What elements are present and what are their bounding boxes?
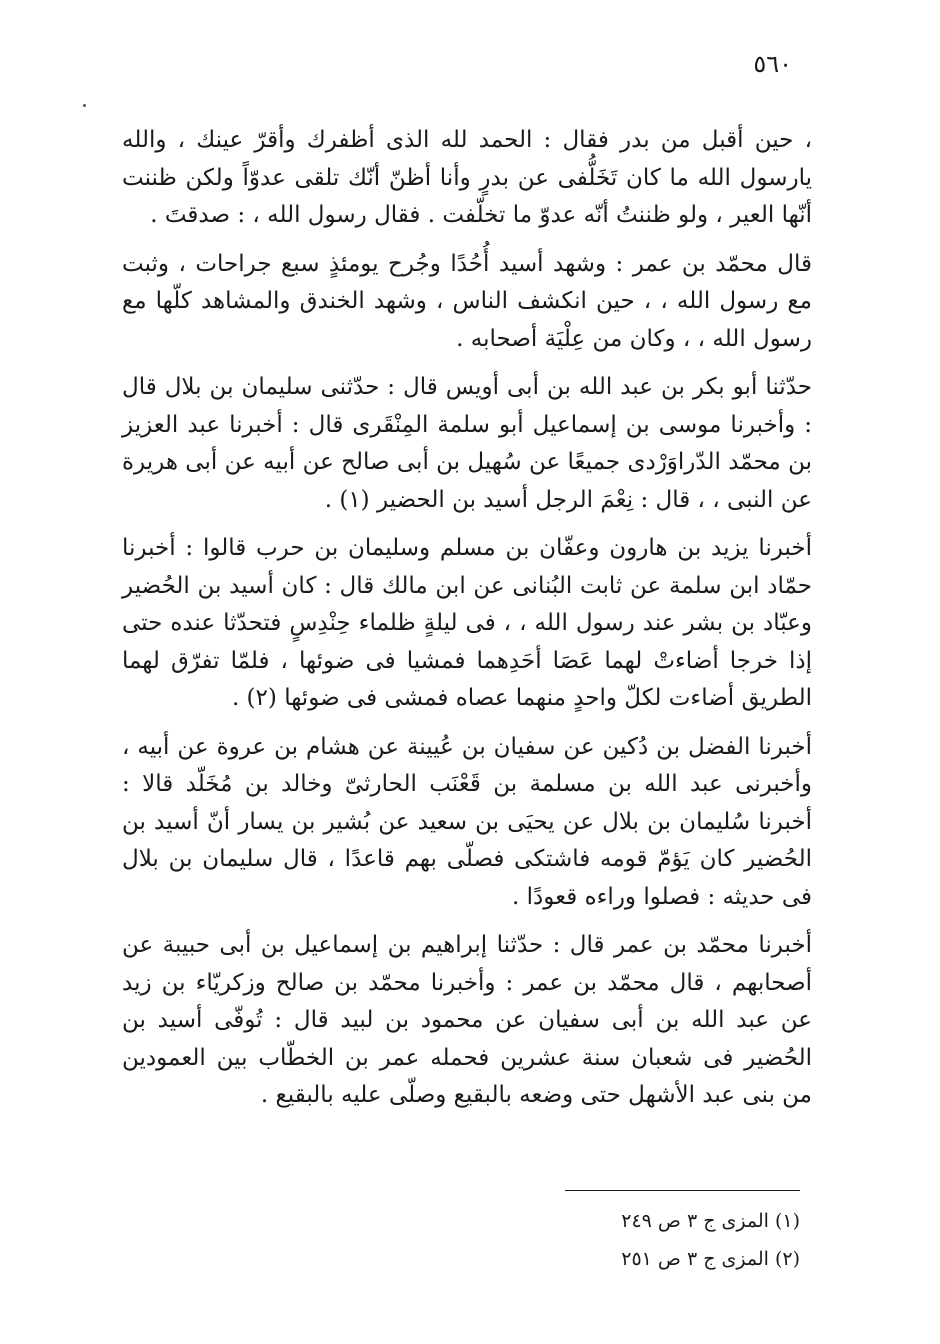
page-number: ٥٦٠ xyxy=(753,50,792,78)
body-text xyxy=(122,122,812,1126)
paragraph-3: حدّثنا أبو بكر بن عبد الله بن أبى أويس قال : حدّثنى سليمان بن بلال قال : وأخبرنا موسى بن إسماعيل أبو سلمة المِنْقَرى قال : أخبرنا عبد العزيز بن محمّد الدّراوَرْدى جميعًا عن سُهيل بن أبى صالح عن أبيه عن أبى هريرة عن النبى ، ، قال : نِعْمَ الرجل أسيد بن الحضير (١) . xyxy=(122,374,812,513)
footnote-1: (١) المزى ج ٣ ص ٢٤٩ xyxy=(621,1210,800,1232)
paragraph-1: ، حين أقبل من بدر فقال : الحمد لله الذى أظفرك وأقرّ عينك ، والله يارسول الله ما كان تَخَلُّفى عن بدرٍ وأنا أظنّ أنّك تلقى عدوّاً ولكن ظننت أنّها العير ، ولو ظننتُ أنّه عدوّ ما تخلّفت . فقال رسول الله ، : صدقتَ . xyxy=(122,127,812,228)
paragraph-6: أخبرنا محمّد بن عمر قال : حدّثنا إبراهيم بن إسماعيل بن أبى حبيبة عن أصحابهم ، قال محمّد بن عمر : وأخبرنا محمّد بن صالح وزكريّاء بن زيد عن عبد الله بن أبى سفيان عن محمود بن لبيد قال : تُوفّى أسيد بن الحُضير فى شعبان سنة عشرين فحمله عمر بن الخطّاب بين العمودين من بنى عبد الأشهل حتى وضعه بالبقيع وصلّى عليه بالبقيع . xyxy=(122,932,812,1108)
footnote-2: (٢) المزى ج ٣ ص ٢٥١ xyxy=(621,1248,800,1270)
paragraph-4: أخبرنا يزيد بن هارون وعفّان بن مسلم وسليمان بن حرب قالوا : أخبرنا حمّاد ابن سلمة عن ثابت البُنانى عن ابن مالك قال : كان أسيد بن الحُضير وعبّاد بن بشر عند رسول الله ، ، فى ليلةٍ ظلماء حِنْدِسٍ فتحدّثا عنده حتى إذا خرجا أضاءتْ لهما عَصَا أحَدِهما فمشيا فى ضوئها ، فلمّا تفرّق لهما الطريق أضاءت لكلّ واحدٍ منهما عصاه فمشى فى ضوئها (٢) . xyxy=(122,535,812,711)
paragraph-5: أخبرنا الفضل بن دُكين عن سفيان بن عُيينة عن هشام بن عروة عن أبيه ، وأخبرنى عبد الله بن مسلمة بن قَعْنَب الحارثىّ وخالد بن مُخَلّد قالا : أخبرنا سُليمان بن بلال عن يحيَى بن سعيد عن بُشير بن يسار أنّ أسيد بن الحُضير كان يَؤمّ قومه فاشتكى فصلّى بهم قاعدًا ، قال سليمان بن بلال فى حديثه : فصلوا وراءه قعودًا . xyxy=(122,733,812,910)
footnotes xyxy=(500,1202,800,1278)
paragraph-2: قال محمّد بن عمر : وشهد أسيد أُحُدًا وجُرح يومئذٍ سبع جراحات ، وثبت مع رسول الله ، ، حين انكشف الناس ، وشهد الخندق والمشاهد كلّها مع رسول الله ، ، وكان من عِلْيَة أصحابه . xyxy=(122,250,812,352)
footnote-divider xyxy=(565,1190,800,1191)
scan-speck xyxy=(83,104,86,107)
